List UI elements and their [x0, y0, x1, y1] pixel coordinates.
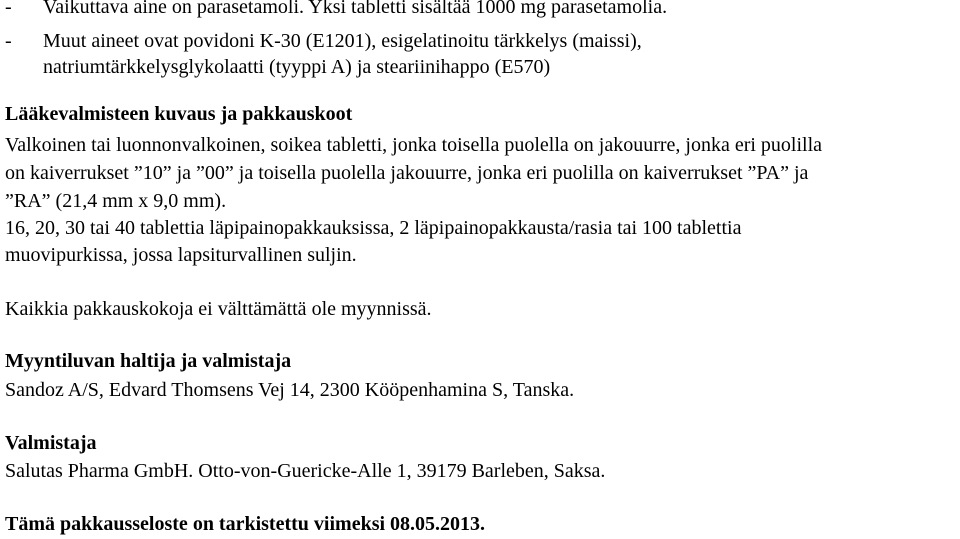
holder-address: Sandoz A/S, Edvard Thomsens Vej 14, 2300 Kööpenhamina S, Tanska. [5, 379, 575, 401]
description-text-line: on kaiverrukset ”10” ja ”00” ja toisella puolella jakouurre, jonka eri puolilla on kaiverrukset ”PA” ja [5, 162, 809, 184]
bullet-text-continuation: natriumtärkkelysglykolaatti (tyyppi A) ja steariinihappo (E570) [43, 56, 551, 78]
manufacturer-heading: Valmistaja [5, 432, 97, 454]
bullet-text: Muut aineet ovat povidoni K-30 (E1201), esigelatinoitu tärkkelys (maissi), [43, 30, 642, 52]
description-text-line: Valkoinen tai luonnonvalkoinen, soikea tabletti, jonka toisella puolella on jakouurre, jonka eri puolilla [5, 134, 823, 156]
availability-note: Kaikkia pakkauskokoja ei välttämättä ole myynnissä. [5, 298, 432, 320]
revision-date: Tämä pakkausseloste on tarkistettu viimeksi 08.05.2013. [5, 513, 486, 535]
bullet-dash: - [5, 0, 12, 18]
package-sizes-line: 16, 20, 30 tai 40 tablettia läpipainopakkauksissa, 2 läpipainopakkausta/rasia tai 100 tablettia [5, 217, 742, 239]
holder-heading: Myyntiluvan haltija ja valmistaja [5, 350, 292, 372]
description-text-line: ”RA” (21,4 mm x 9,0 mm). [5, 190, 227, 212]
package-sizes-line: muovipurkissa, jossa lapsiturvallinen suljin. [5, 244, 357, 266]
manufacturer-address: Salutas Pharma GmbH. Otto-von-Guericke-Alle 1, 39179 Barleben, Saksa. [5, 460, 606, 482]
bullet-dash: - [5, 30, 12, 52]
bullet-text: Vaikuttava aine on parasetamoli. Yksi tabletti sisältää 1000 mg parasetamolia. [43, 0, 668, 18]
description-heading: Lääkevalmisteen kuvaus ja pakkauskoot [5, 103, 353, 125]
